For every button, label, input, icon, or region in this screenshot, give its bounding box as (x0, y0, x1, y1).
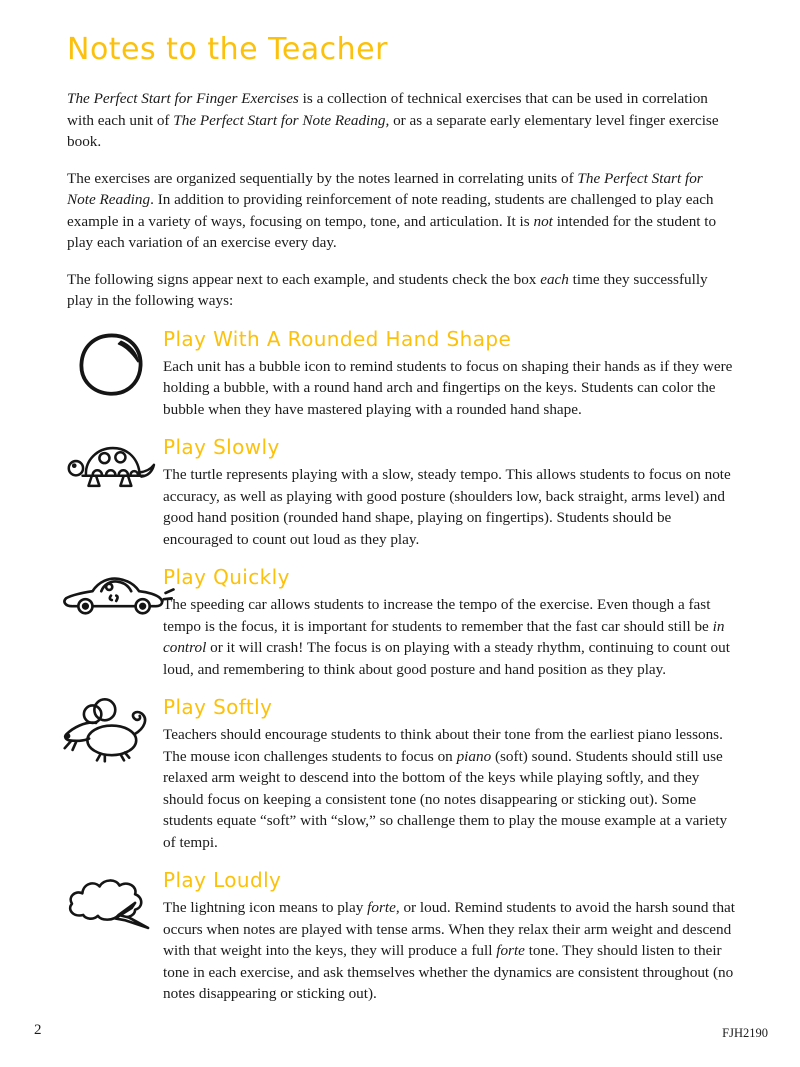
section-play-softly (67, 695, 735, 853)
page-number: 2 (34, 1022, 42, 1038)
lightning-cloud-icon (63, 870, 157, 934)
section-heading: Play Slowly (163, 435, 280, 459)
intro-paragraph-2: The exercises are organized sequentially by the notes learned in correlating units of The Perfect Start for Note Reading. In addition to providing reinforcement of note reading, students are challenged to play each example in a variety of ways, focusing on tempo, tone, and articulation. It is not intended for the student to play each variation of an exercise every day. (67, 169, 717, 251)
section-text (163, 868, 735, 1005)
icon-column (67, 435, 163, 491)
section-body: Each unit has a bubble icon to remind students to focus on shaping their hands as if they were holding a bubble, with a round hand arch and fingertips on the keys. Students can color the bubble when they have mastered playing with a rounded hand shape. (163, 357, 733, 418)
catalog-number: FJH2190 (722, 1026, 768, 1040)
page-title: Notes to the Teacher (67, 32, 388, 67)
mouse-icon (61, 695, 153, 763)
section-text (163, 695, 735, 853)
section-play-slowly (67, 435, 735, 550)
section-heading: Play Softly (163, 695, 273, 719)
section-heading: Play With A Rounded Hand Shape (163, 326, 512, 351)
section-text (163, 327, 735, 421)
icon-column (67, 695, 163, 763)
turtle-icon (65, 437, 159, 491)
page-content (67, 32, 735, 1005)
section-play-loudly (67, 868, 735, 1005)
icon-column (67, 868, 163, 934)
section-play-quickly (67, 565, 735, 680)
icon-column (67, 327, 163, 401)
section-body: The turtle represents playing with a slow, steady tempo. This allows students to focus on note accuracy, as well as playing with good posture (shoulders low, back straight, arms level) and good hand position (rounded hand shape, playing on fingertips). Students should be encouraged to count out loud as they play. (163, 466, 731, 548)
section-body: Teachers should encourage students to think about their tone from the earliest piano lessons. The mouse icon challenges students to focus on piano (soft) sound. Students should still use relaxed arm weight to descend into the bottom of the keys while playing softly, and they should focus on keeping a consistent tone (no notes disappearing or sticking out). Some students equate “soft” with “slow,” so challenge them to play the mouse example at a variety of tempi. (163, 726, 728, 851)
section-text (163, 565, 735, 680)
section-body: The lightning icon means to play forte, or loud. Remind students to avoid the harsh sound that occurs when notes are played with tense arms. When they relax their arm weight and descend with that weight into the keys, they will produce a full forte tone. They should listen to their tone in each exercise, and ask themselves whether the dynamics are consistent throughout (no notes disappearing or sticking out). (163, 899, 735, 1002)
bubble-icon (73, 329, 149, 401)
section-text (163, 435, 735, 550)
intro-paragraph-1: The Perfect Start for Finger Exercises is a collection of technical exercises that can be used in correlation with each unit of The Perfect Start for Note Reading, or as a separate early elementary level finger exercise book. (67, 90, 719, 150)
icon-column (67, 565, 163, 617)
section-rounded-hand-shape (67, 327, 735, 421)
intro-paragraph-3: The following signs appear next to each example, and students check the box each time they successfully play in the following ways: (67, 270, 708, 309)
sign-sections (67, 327, 735, 1005)
section-heading: Play Quickly (163, 565, 290, 589)
section-heading: Play Loudly (163, 868, 282, 892)
speeding-car-icon (59, 569, 177, 617)
section-body: The speeding car allows students to increase the tempo of the exercise. Even though a fast tempo is the focus, it is important for students to remember that the fast car should still be in control or it will crash! The focus is on playing with a steady rhythm, continuing to count out loud, and remembering to think about good posture and hand position as they play. (163, 596, 730, 678)
